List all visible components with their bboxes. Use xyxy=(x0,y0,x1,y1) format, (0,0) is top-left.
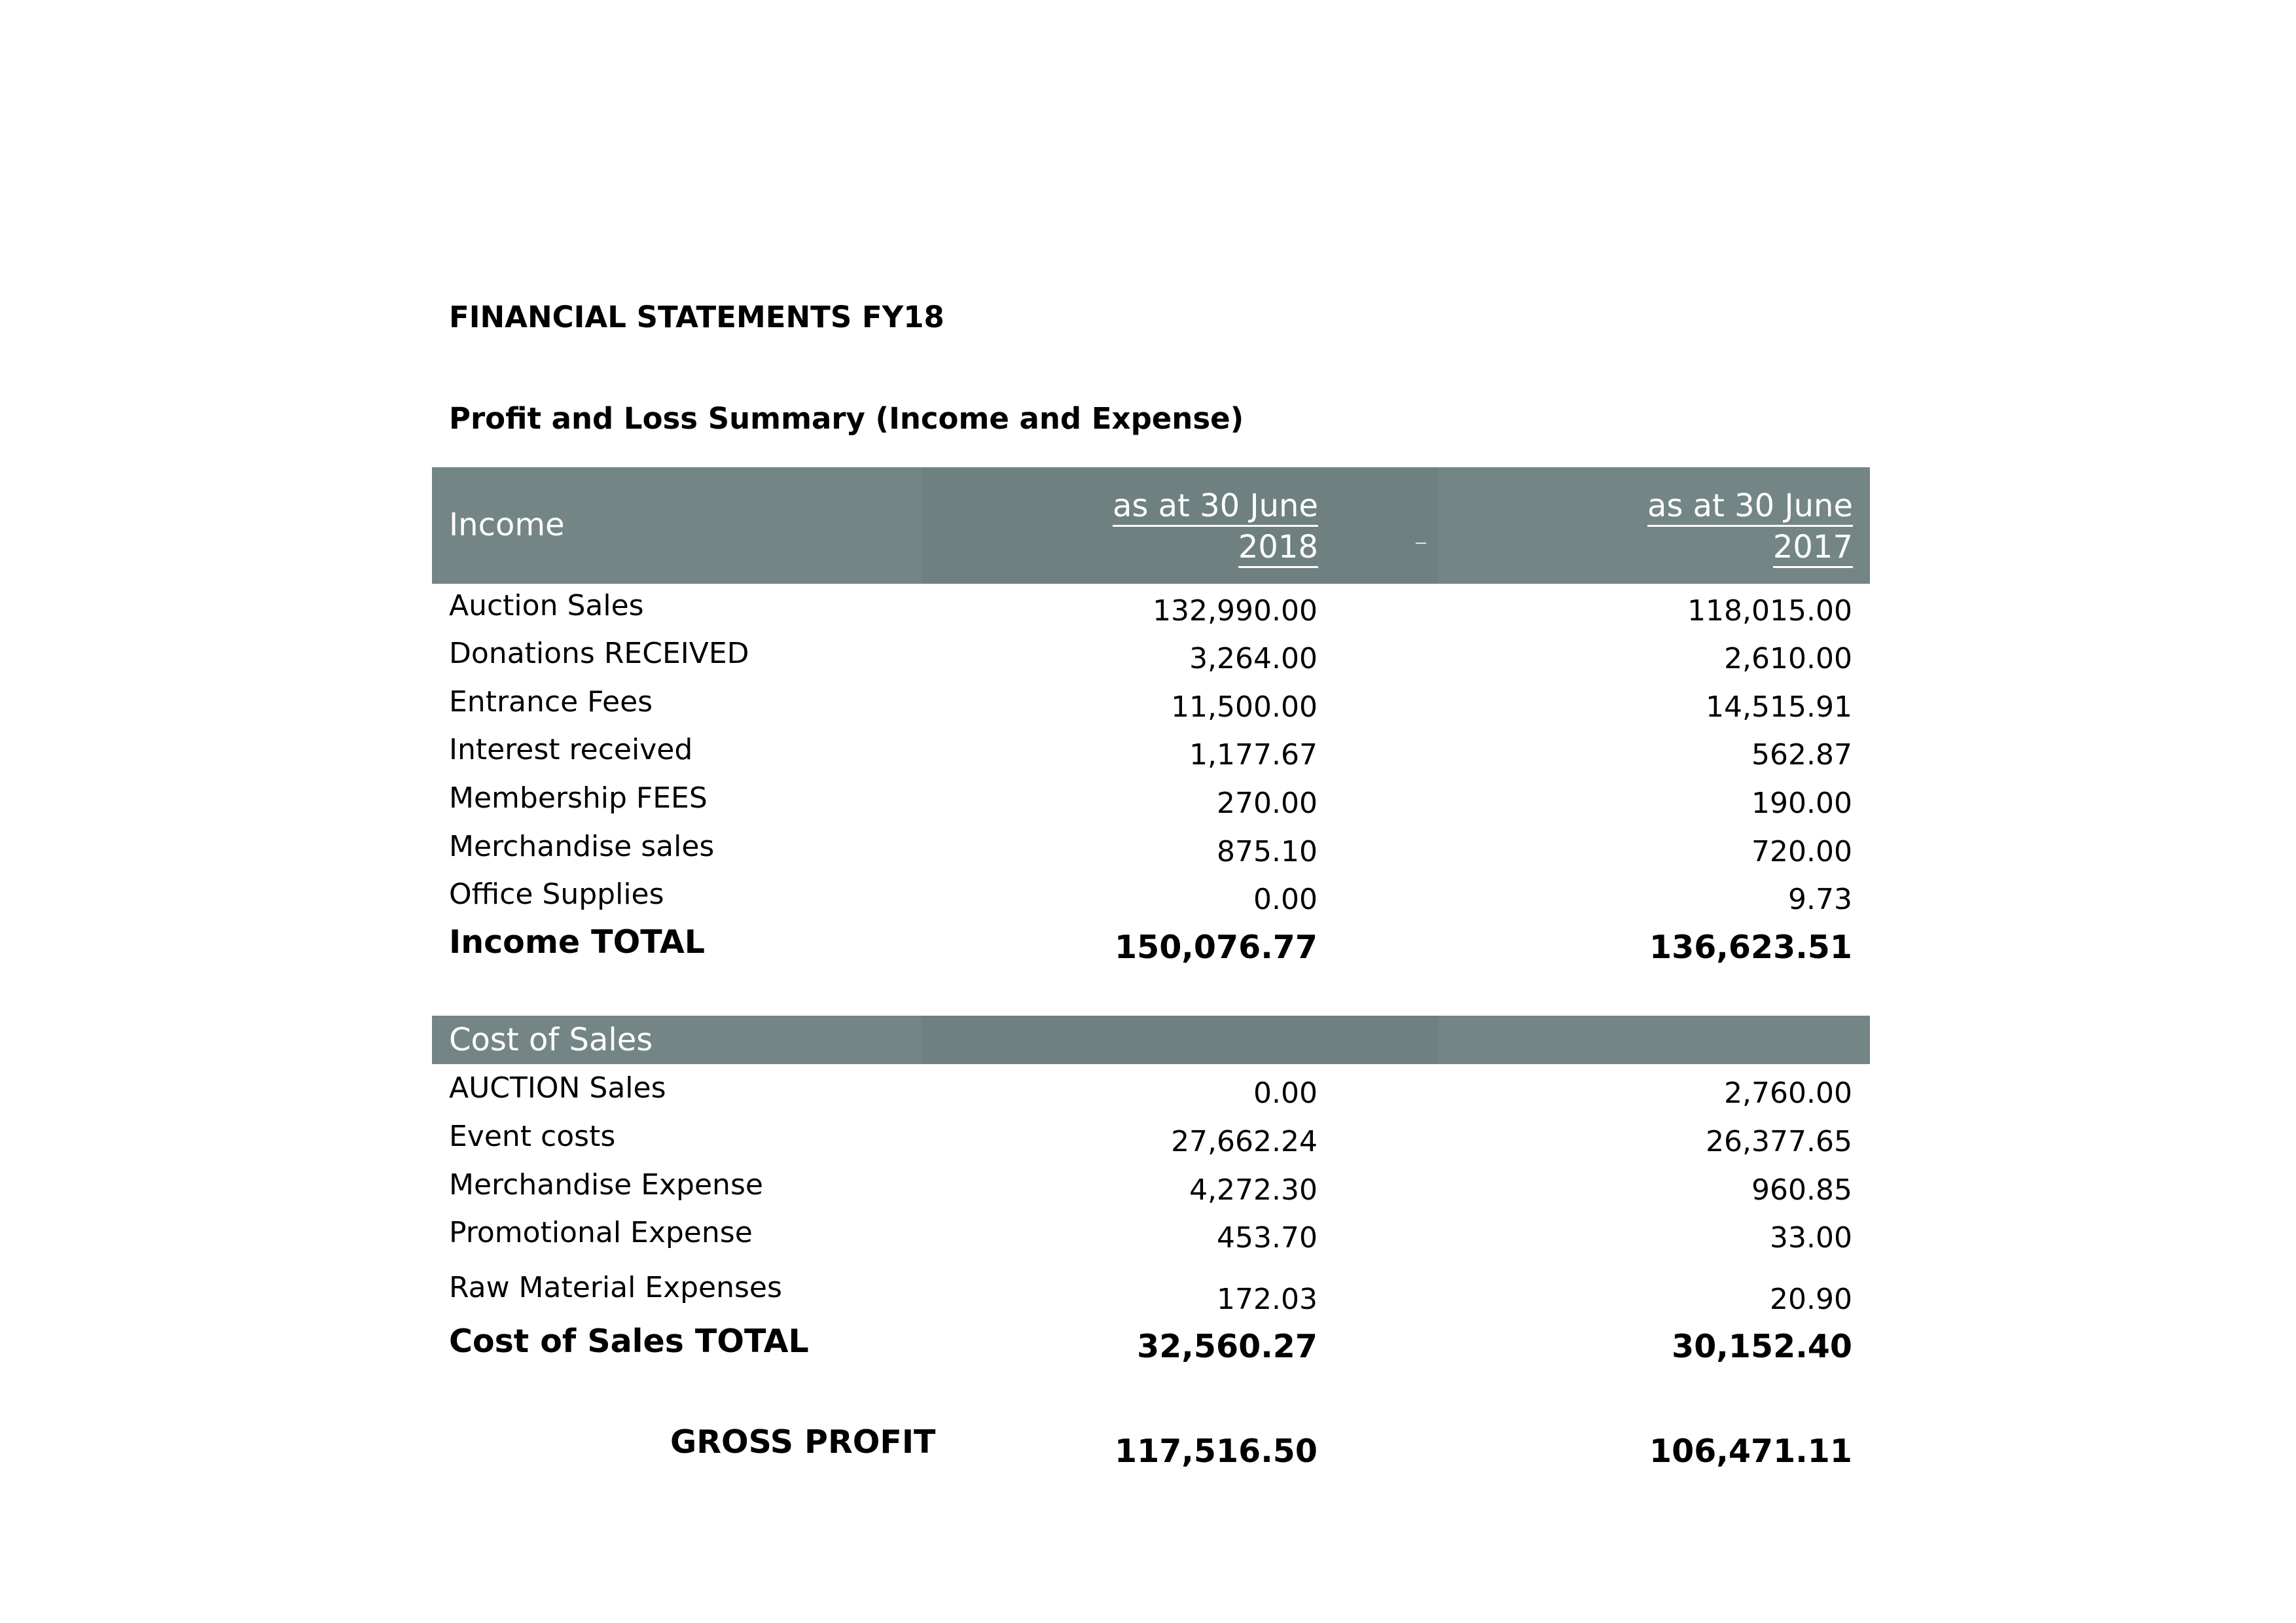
column-header-2017 xyxy=(1647,486,1853,568)
value-2018: 172.03 xyxy=(1217,1283,1318,1316)
income-total-row xyxy=(0,923,2296,969)
cost-of-sales-total-row xyxy=(0,1322,2296,1368)
income-row-entrance-fees xyxy=(0,683,2296,728)
cos-band-middle-segment xyxy=(922,1016,1439,1064)
row-label: Merchandise sales xyxy=(449,830,715,863)
value-2018: 132,990.00 xyxy=(1153,594,1318,628)
row-label: Merchandise Expense xyxy=(449,1168,763,1202)
cost-of-sales-section-heading: Cost of Sales xyxy=(449,1022,653,1058)
row-label: Donations RECEIVED xyxy=(449,637,749,670)
row-label: Cost of Sales TOTAL xyxy=(449,1323,809,1360)
document-title: FINANCIAL STATEMENTS FY18 xyxy=(449,300,944,334)
cos-row-merchandise-expense xyxy=(0,1166,2296,1211)
column-header-2018-line1: as at 30 June xyxy=(1113,487,1318,527)
document-subtitle: Profit and Loss Summary (Income and Expense) xyxy=(449,401,1244,436)
value-2017: 30,152.40 xyxy=(1672,1328,1852,1365)
row-label: AUCTION Sales xyxy=(449,1071,666,1105)
income-row-office-supplies xyxy=(0,875,2296,921)
income-section-heading: Income xyxy=(449,507,565,543)
column-header-2017-line2: 2017 xyxy=(1773,528,1853,568)
value-2018: 27,662.24 xyxy=(1171,1125,1318,1158)
value-2018: 11,500.00 xyxy=(1171,690,1318,724)
value-2017: 136,623.51 xyxy=(1649,929,1852,966)
value-2018: 150,076.77 xyxy=(1115,929,1318,966)
value-2018: 117,516.50 xyxy=(1115,1433,1318,1470)
row-label: Interest received xyxy=(449,733,693,766)
header-dash-mark xyxy=(1416,543,1426,544)
row-label: Entrance Fees xyxy=(449,685,653,719)
row-label: Income TOTAL xyxy=(449,923,706,961)
income-row-membership xyxy=(0,779,2296,825)
value-2018: 0.00 xyxy=(1253,883,1318,916)
column-header-2018-line2: 2018 xyxy=(1238,528,1318,568)
cos-row-raw-material xyxy=(0,1268,2296,1314)
income-row-merchandise-sales xyxy=(0,827,2296,873)
row-label: Membership FEES xyxy=(449,781,708,815)
value-2017: 9.73 xyxy=(1788,883,1852,916)
income-row-auction-sales xyxy=(0,586,2296,632)
row-label: Event costs xyxy=(449,1120,616,1153)
table-header-band xyxy=(432,467,1870,584)
income-row-donations xyxy=(0,634,2296,680)
value-2017: 562.87 xyxy=(1751,738,1852,772)
row-label: Office Supplies xyxy=(449,878,664,911)
income-row-interest xyxy=(0,730,2296,776)
column-header-2018 xyxy=(1113,486,1318,568)
value-2017: 2,610.00 xyxy=(1724,642,1852,675)
value-2018: 270.00 xyxy=(1217,787,1318,820)
value-2017: 14,515.91 xyxy=(1706,690,1852,724)
row-label: Promotional Expense xyxy=(449,1216,753,1249)
value-2018: 0.00 xyxy=(1253,1077,1318,1110)
value-2017: 190.00 xyxy=(1751,787,1852,820)
value-2017: 33.00 xyxy=(1770,1221,1852,1255)
gross-profit-row xyxy=(0,1423,2296,1469)
row-label: GROSS PROFIT xyxy=(670,1423,936,1461)
value-2018: 1,177.67 xyxy=(1189,738,1318,772)
cos-row-promotional-expense xyxy=(0,1213,2296,1259)
value-2017: 26,377.65 xyxy=(1706,1125,1852,1158)
row-label: Auction Sales xyxy=(449,589,644,622)
row-label: Raw Material Expenses xyxy=(449,1271,782,1304)
value-2017: 118,015.00 xyxy=(1687,594,1852,628)
value-2018: 32,560.27 xyxy=(1137,1328,1318,1365)
value-2018: 875.10 xyxy=(1217,835,1318,868)
cos-row-event-costs xyxy=(0,1117,2296,1163)
value-2017: 960.85 xyxy=(1751,1173,1852,1207)
cost-of-sales-band xyxy=(432,1016,1870,1064)
value-2017: 720.00 xyxy=(1751,835,1852,868)
value-2018: 4,272.30 xyxy=(1189,1173,1318,1207)
cos-row-auction-sales xyxy=(0,1069,2296,1115)
value-2017: 20.90 xyxy=(1770,1283,1852,1316)
column-header-2017-line1: as at 30 June xyxy=(1647,487,1853,527)
value-2018: 3,264.00 xyxy=(1189,642,1318,675)
value-2017: 106,471.11 xyxy=(1649,1433,1852,1470)
value-2017: 2,760.00 xyxy=(1724,1077,1852,1110)
value-2018: 453.70 xyxy=(1217,1221,1318,1255)
